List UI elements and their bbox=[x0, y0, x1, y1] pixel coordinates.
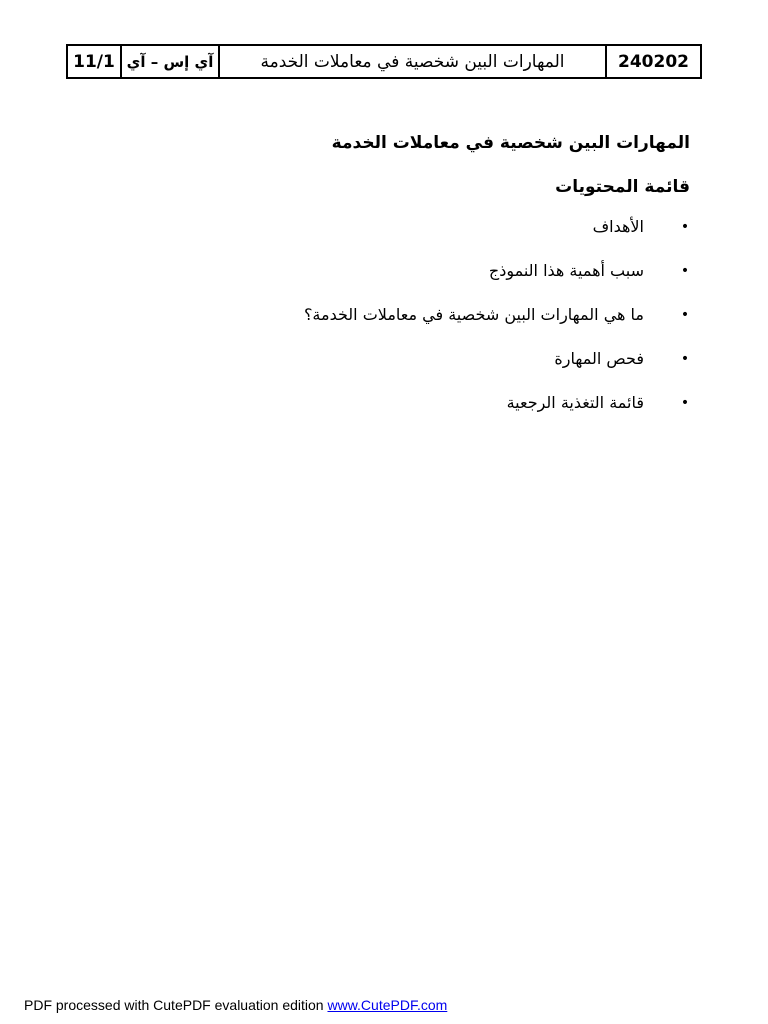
bullet-icon: • bbox=[680, 263, 690, 279]
bullet-icon: • bbox=[680, 219, 690, 235]
content-area bbox=[200, 128, 690, 432]
bullet-icon: • bbox=[680, 351, 690, 367]
page-title: المهارات البين شخصية في معاملات الخدمة bbox=[331, 133, 690, 153]
course-code: 240202 bbox=[605, 46, 700, 77]
bullet-icon: • bbox=[680, 307, 690, 323]
toc-item-label: قائمة التغذية الرجعية bbox=[506, 393, 644, 412]
toc-list bbox=[200, 212, 690, 432]
toc-item-label: الأهداف bbox=[592, 217, 644, 236]
cutepdf-link[interactable]: www.CutePDF.com bbox=[327, 997, 448, 1013]
toc-item-label: فحص المهارة bbox=[554, 349, 644, 368]
toc-item-skill-check bbox=[200, 344, 690, 388]
footer-note bbox=[24, 997, 447, 1013]
bullet-icon: • bbox=[680, 395, 690, 411]
header-org: آي إس – آي bbox=[120, 46, 218, 77]
toc-item-label: ما هي المهارات البين شخصية في معاملات الخدمة؟ bbox=[303, 305, 644, 324]
toc-item-importance bbox=[200, 256, 690, 300]
toc-item-objectives bbox=[200, 212, 690, 256]
toc-item-label: سبب أهمية هذا النموذج bbox=[488, 261, 644, 280]
toc-item-feedback bbox=[200, 388, 690, 432]
toc-item-definition bbox=[200, 300, 690, 344]
footer-text: PDF processed with CutePDF evaluation edition bbox=[24, 997, 324, 1013]
header-title: المهارات البين شخصية في معاملات الخدمة bbox=[218, 46, 605, 77]
page-number: 11/1 bbox=[73, 51, 115, 72]
toc-heading: قائمة المحتويات bbox=[555, 177, 690, 197]
header-table bbox=[66, 44, 702, 79]
